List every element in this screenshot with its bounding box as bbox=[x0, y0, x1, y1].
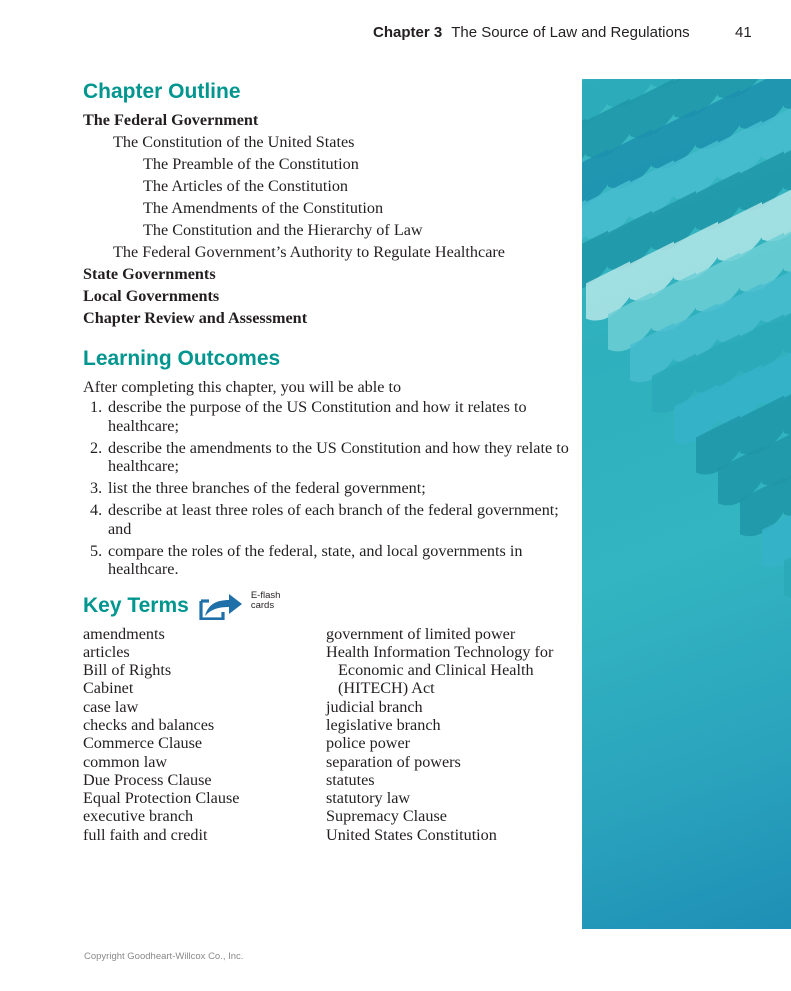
key-term: United States Constitution bbox=[326, 825, 497, 844]
outline-item: Local Governments bbox=[83, 287, 220, 305]
outline-item: The Preamble of the Constitution bbox=[143, 155, 359, 173]
decorative-pattern-panel bbox=[582, 79, 791, 929]
outline-item: The Articles of the Constitution bbox=[143, 177, 349, 195]
key-term: executive branch bbox=[83, 807, 194, 826]
key-term: statutory law bbox=[326, 789, 411, 808]
learning-outcome-item bbox=[83, 501, 573, 538]
learning-outcome-item bbox=[83, 479, 573, 498]
learning-outcomes-heading: Learning Outcomes bbox=[83, 347, 281, 370]
outcome-text: compare the roles of the federal, state, and local governments in healthcare. bbox=[108, 541, 523, 578]
key-term: Due Process Clause bbox=[83, 770, 212, 789]
outcome-number: 3. bbox=[90, 479, 103, 497]
outcome-text: describe the amendments to the US Constitution and how they relate to healthcare; bbox=[108, 438, 569, 475]
outline-item: The Federal Government’s Authority to Regulate Healthcare bbox=[113, 243, 505, 261]
key-term: Bill of Rights bbox=[83, 661, 172, 680]
key-term: police power bbox=[326, 734, 411, 753]
key-term: Equal Protection Clause bbox=[83, 789, 240, 808]
key-terms-heading: Key Terms bbox=[83, 593, 189, 617]
outcome-number: 4. bbox=[90, 501, 103, 519]
key-terms-column-1 bbox=[83, 625, 326, 845]
outline-item: The Constitution of the United States bbox=[113, 133, 355, 151]
key-terms-columns bbox=[83, 625, 573, 845]
scale-pattern-graphic bbox=[582, 79, 791, 929]
outline-item: The Federal Government bbox=[83, 111, 259, 129]
learning-outcomes-intro: After completing this chapter, you will be able to bbox=[83, 378, 402, 396]
outline-item: State Governments bbox=[83, 265, 216, 283]
copyright-footer: Copyright Goodheart-Willcox Co., Inc. bbox=[84, 951, 244, 962]
chapter-title: The Source of Law and Regulations bbox=[451, 24, 690, 41]
outcome-number: 5. bbox=[90, 541, 103, 560]
key-term: checks and balances bbox=[83, 715, 215, 734]
outline-item: The Constitution and the Hierarchy of Law bbox=[143, 221, 423, 239]
share-arrow-icon[interactable] bbox=[199, 592, 245, 620]
chapter-label: Chapter 3 bbox=[373, 24, 443, 41]
outcome-text: describe at least three roles of each branch of the federal government; and bbox=[108, 501, 559, 538]
key-term: statutes bbox=[326, 770, 375, 789]
page-number: 41 bbox=[735, 24, 752, 41]
running-head bbox=[373, 24, 753, 44]
outline-item: Chapter Review and Assessment bbox=[83, 309, 308, 327]
key-term: full faith and credit bbox=[83, 825, 208, 844]
key-term: articles bbox=[83, 642, 130, 661]
key-term: separation of powers bbox=[326, 752, 461, 771]
key-terms-header bbox=[83, 591, 573, 621]
page-content bbox=[83, 79, 573, 844]
key-term: common law bbox=[83, 752, 168, 771]
key-term: government of limited power bbox=[326, 624, 516, 643]
e-flash-cards-link[interactable]: E-flash cards bbox=[250, 589, 281, 611]
chapter-outline-list bbox=[83, 109, 573, 329]
outcome-number: 2. bbox=[90, 438, 103, 457]
key-term: judicial branch bbox=[326, 697, 423, 716]
outcome-text: list the three branches of the federal government; bbox=[108, 479, 426, 497]
key-term: case law bbox=[83, 697, 139, 716]
learning-outcome-item bbox=[83, 398, 573, 435]
key-terms-column-2 bbox=[326, 625, 573, 845]
learning-outcome-item bbox=[83, 439, 573, 476]
outcome-text: describe the purpose of the US Constitution and how it relates to healthcare; bbox=[108, 398, 527, 435]
learning-outcome-item bbox=[83, 542, 573, 579]
key-term: Health Information Technology for Economic and Clinical Health (HITECH) Act bbox=[326, 642, 554, 698]
learning-outcomes-list bbox=[83, 398, 573, 579]
outcome-number: 1. bbox=[90, 398, 103, 416]
key-term: legislative branch bbox=[326, 715, 441, 734]
key-term: Cabinet bbox=[83, 679, 134, 698]
key-term: Supremacy Clause bbox=[326, 807, 447, 826]
outline-item: The Amendments of the Constitution bbox=[143, 199, 384, 217]
key-term: amendments bbox=[83, 624, 165, 643]
chapter-outline-heading: Chapter Outline bbox=[83, 80, 241, 103]
key-term: Commerce Clause bbox=[83, 734, 203, 753]
